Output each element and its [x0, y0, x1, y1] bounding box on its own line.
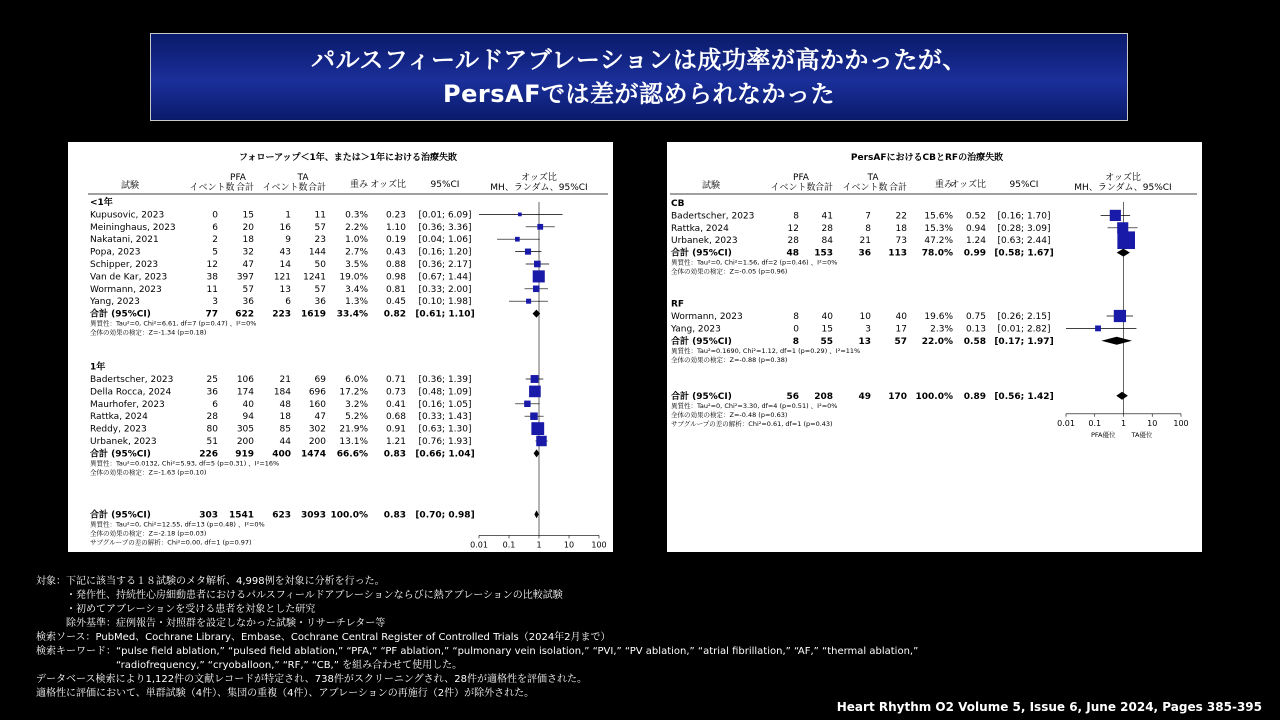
forest-plot-svg-2 — [667, 142, 1202, 552]
total-pfa: 94 — [242, 412, 254, 423]
pooled-diamond — [534, 449, 540, 457]
total-pfa: 106 — [236, 375, 254, 385]
study-or: 0.41 — [385, 399, 406, 410]
x-tick-label: 10 — [1147, 418, 1158, 428]
study-name: Badertscher, 2023 — [671, 211, 755, 222]
x-tick-label: 0.01 — [1057, 418, 1075, 428]
study-notes — [36, 575, 956, 701]
total-ta: 23 — [314, 235, 326, 246]
events-ta: 14 — [279, 260, 291, 270]
study-ci: [0.04; 1.06] — [418, 235, 472, 246]
study-marker — [533, 286, 540, 293]
header-ci: 95%CI — [1009, 180, 1039, 190]
total-ta: 160 — [308, 399, 326, 410]
total-pfa: 200 — [236, 437, 254, 447]
study-or: 0.13 — [965, 324, 986, 335]
overall-note: 異質性：Tau²=0, Chi²=12.55, df=13 (p=0.48) 、I²=0% — [90, 520, 265, 529]
forest-plot-persaf — [667, 142, 1202, 552]
study-name: Reddy, 2023 — [90, 424, 147, 435]
total-ta: 18 — [895, 223, 907, 234]
events-pfa: 38 — [206, 272, 218, 283]
events-ta: 9 — [285, 235, 291, 246]
total-ta: 144 — [308, 247, 326, 258]
study-marker — [524, 401, 530, 407]
total-pfa: 305 — [236, 424, 254, 435]
study-ci: [0.76; 1.93] — [418, 437, 472, 447]
header-plot-sub: MH、ランダム、95%CI — [1074, 183, 1172, 193]
subgroup-label: <1年 — [90, 198, 113, 208]
header-study: 試験 — [120, 181, 140, 191]
subgroup-events-ta: 223 — [272, 309, 291, 320]
overall-total-label: 合計 (95%CI) — [90, 510, 151, 521]
subgroup-note: 異質性：Tau²=0, Chi²=1.56, df=2 (p=0.46) 、I²=0% — [671, 258, 838, 267]
events-ta: 13 — [279, 284, 291, 295]
overall-weight: 100.0% — [330, 510, 368, 521]
subgroup-or: 0.58 — [963, 336, 986, 347]
note-line: 検索キーワード：“pulse field ablation,” “pulsed field ablation,” “PFA,” “PF ablation,” “pulmonary vein isolation,” “PVI,” “PV ablation,” “atrial fibrillation,” “AF,” “thermal ablation,” — [36, 646, 919, 657]
study-marker — [533, 270, 545, 282]
overall-weight: 100.0% — [915, 391, 953, 402]
study-name: Rattka, 2024 — [90, 412, 148, 423]
total-pfa: 28 — [821, 223, 833, 234]
study-marker — [537, 224, 543, 230]
subgroup-ci: [0.61; 1.10] — [415, 309, 475, 320]
study-marker — [536, 436, 546, 446]
study-or: 0.71 — [385, 375, 406, 385]
study-weight: 3.4% — [345, 284, 368, 295]
study-marker — [534, 261, 541, 268]
subgroup-label: CB — [671, 199, 685, 209]
events-pfa: 36 — [206, 387, 218, 398]
chart-title: フォローアップ＜1年、または＞1年における治療失敗 — [239, 153, 457, 163]
overall-ci: [0.56; 1.42] — [994, 391, 1054, 402]
study-weight: 0.3% — [345, 210, 368, 221]
events-ta: 7 — [865, 211, 871, 222]
subgroup-weight: 33.4% — [336, 309, 368, 320]
total-ta: 57 — [314, 222, 326, 233]
x-tick-label: 0.01 — [470, 540, 488, 550]
study-weight: 17.2% — [339, 387, 368, 398]
subgroup-total-label: 合計 (95%CI) — [90, 309, 151, 320]
events-pfa: 12 — [206, 260, 218, 270]
study-ci: [0.16; 1.70] — [997, 211, 1051, 222]
study-ci: [0.16; 1.05] — [418, 399, 472, 410]
study-ci: [0.33; 1.43] — [418, 412, 472, 423]
header-or: オッズ比 — [370, 180, 406, 190]
study-name: Wormann, 2023 — [671, 312, 743, 322]
subgroup-events-ta: 13 — [858, 336, 871, 347]
study-marker — [1117, 231, 1135, 249]
study-ci: [0.63; 2.44] — [997, 236, 1051, 247]
study-or: 0.45 — [385, 297, 406, 308]
subgroup-total-pfa: 919 — [235, 449, 254, 460]
header-group-pfa: PFA — [230, 173, 246, 183]
study-name: Rattka, 2024 — [671, 223, 729, 234]
study-ci: [0.28; 3.09] — [997, 223, 1051, 234]
events-pfa: 11 — [206, 284, 218, 295]
events-pfa: 5 — [212, 247, 218, 258]
total-ta: 17 — [895, 324, 907, 335]
note-line: 検索ソース：PubMed、Cochrane Library、Embase、Cochrane Central Register of Controlled Trials（2024年2月まで） — [36, 632, 611, 643]
study-weight: 6.0% — [345, 375, 368, 385]
events-pfa: 0 — [793, 324, 799, 335]
pooled-diamond — [1117, 249, 1130, 257]
study-or: 0.81 — [385, 284, 406, 295]
favors-left-label: PFA優位 — [1090, 430, 1116, 439]
study-marker — [1110, 210, 1121, 221]
events-ta: 1 — [285, 210, 291, 221]
header-events-1: イベント数 — [770, 183, 816, 193]
study-weight: 3.2% — [345, 399, 368, 410]
chart-title: PersAFにおけるCBとRFの治療失敗 — [850, 153, 1004, 163]
total-pfa: 47 — [242, 260, 254, 270]
header-plot: オッズ比 — [1105, 173, 1141, 183]
events-pfa: 6 — [212, 222, 218, 233]
overall-note: 異質性：Tau²=0, Chi²=3.30, df=4 (p=0.51) 、I²=0% — [671, 401, 838, 410]
events-pfa: 0 — [212, 210, 218, 221]
study-name: Della Rocca, 2024 — [90, 387, 172, 398]
events-pfa: 6 — [212, 399, 218, 410]
total-ta: 50 — [314, 260, 326, 270]
total-pfa: 174 — [236, 387, 254, 398]
subgroup-weight: 66.6% — [336, 449, 368, 460]
study-weight: 13.1% — [339, 437, 368, 447]
header-ci: 95%CI — [430, 180, 460, 190]
study-marker — [530, 412, 538, 420]
total-pfa: 84 — [821, 236, 833, 247]
overall-events-ta: 49 — [858, 391, 871, 402]
overall-total-label: 合計 (95%CI) — [671, 391, 732, 402]
study-marker — [515, 237, 520, 242]
total-pfa: 15 — [821, 324, 833, 335]
header-total-2: 合計 — [307, 183, 326, 193]
events-ta: 6 — [285, 297, 291, 308]
subgroup-note: 異質性：Tau²=0, Chi²=6.61, df=7 (p=0.47) 、I²=0% — [90, 319, 257, 328]
study-or: 0.91 — [385, 424, 406, 435]
subgroup-ci: [0.17; 1.97] — [994, 336, 1054, 347]
study-ci: [0.48; 1.09] — [418, 387, 472, 398]
overall-note: サブグループの差の解析：Chi²=0.00, df=1 (p=0.97) — [90, 538, 252, 547]
events-pfa: 25 — [206, 375, 218, 385]
pooled-diamond — [1116, 392, 1128, 400]
study-or: 1.24 — [965, 236, 986, 247]
study-ci: [0.26; 2.15] — [997, 312, 1051, 322]
note-line: “radiofrequency,” “cryoballoon,” “RF,” “CB,” を組み合わせて使用した。 — [36, 660, 463, 671]
study-or: 1.21 — [385, 437, 406, 447]
events-pfa: 8 — [793, 211, 799, 222]
study-weight: 19.6% — [924, 312, 953, 322]
study-weight: 2.7% — [345, 247, 368, 258]
subgroup-note: 全体の効果の検定：Z=-1.63 (p=0.10) — [90, 468, 207, 477]
forest-plot-followup — [68, 142, 613, 561]
subgroup-events-pfa: 8 — [792, 336, 799, 347]
subgroup-label: 1年 — [90, 362, 106, 373]
subgroup-ci: [0.58; 1.67] — [994, 248, 1054, 259]
total-pfa: 40 — [242, 399, 254, 410]
header-or: オッズ比 — [950, 180, 986, 190]
header-events-2: イベント数 — [262, 183, 308, 193]
title-banner — [150, 33, 1128, 121]
overall-total-ta: 3093 — [300, 510, 326, 521]
header-plot-sub: MH、ランダム、95%CI — [490, 183, 588, 193]
overall-total-pfa: 208 — [814, 391, 833, 402]
subgroup-ci: [0.66; 1.04] — [415, 449, 475, 460]
total-ta: 36 — [314, 297, 326, 308]
total-ta: 696 — [308, 387, 326, 398]
study-ci: [0.16; 1.20] — [418, 247, 472, 258]
total-ta: 73 — [895, 236, 907, 247]
study-name: Yang, 2023 — [671, 324, 721, 335]
total-ta: 22 — [895, 211, 907, 222]
events-ta: 184 — [273, 387, 291, 398]
subgroup-label: RF — [671, 299, 685, 310]
events-ta: 21 — [279, 375, 291, 385]
events-pfa: 3 — [212, 297, 218, 308]
x-tick-label: 100 — [591, 540, 607, 550]
total-ta: 40 — [895, 312, 907, 322]
subgroup-events-ta: 36 — [858, 248, 871, 259]
x-tick-label: 10 — [563, 540, 575, 550]
header-total-1: 合計 — [814, 183, 833, 193]
study-name: Van de Kar, 2023 — [90, 272, 168, 283]
total-pfa: 41 — [821, 211, 833, 222]
study-name: Schipper, 2023 — [90, 260, 159, 270]
total-ta: 69 — [314, 375, 326, 385]
overall-events-pfa: 303 — [199, 510, 218, 521]
header-events-2: イベント数 — [842, 183, 888, 193]
subgroup-total-pfa: 622 — [235, 309, 254, 320]
total-pfa: 36 — [242, 297, 254, 308]
note-line: ・初めてアブレーションを受ける患者を対象とした研究 — [36, 604, 316, 615]
study-name: Urbanek, 2023 — [671, 236, 738, 247]
total-ta: 1241 — [303, 272, 326, 283]
events-ta: 85 — [279, 424, 291, 435]
note-line: ・発作性、持続性心房細動患者におけるパルスフィールドアブレーションならびに熱アブレーションの比較試験 — [36, 590, 563, 601]
study-weight: 5.2% — [345, 412, 368, 423]
total-pfa: 18 — [242, 235, 254, 246]
subgroup-weight: 78.0% — [921, 248, 953, 259]
total-pfa: 40 — [821, 312, 833, 322]
study-name: Meininghaus, 2023 — [90, 222, 176, 233]
total-ta: 200 — [308, 437, 326, 447]
subgroup-total-ta: 1619 — [300, 309, 326, 320]
title-line-2: PersAFでは差が認められなかった — [443, 80, 835, 108]
subgroup-events-pfa: 226 — [199, 449, 218, 460]
events-ta: 16 — [279, 222, 291, 233]
events-ta: 48 — [279, 399, 291, 410]
study-or: 0.88 — [385, 260, 406, 270]
note-line: 適格性に評価において、単群試験（4件）、集団の重複（4件）、アブレーションの再施行（2件）が除外された。 — [36, 688, 535, 699]
x-tick-label: 0.1 — [1088, 418, 1102, 428]
subgroup-or: 0.99 — [963, 248, 986, 259]
pooled-diamond — [534, 510, 538, 518]
subgroup-note: 全体の効果の検定：Z=-0.05 (p=0.96) — [671, 267, 788, 276]
subgroup-or: 0.83 — [383, 449, 406, 460]
study-ci: [0.63; 1.30] — [418, 424, 472, 435]
note-line: データベース検索により1,122件の文献レコードが特定され、738件がスクリーニングされ、28件が適格性を評価された。 — [36, 674, 587, 685]
events-pfa: 28 — [787, 236, 799, 247]
overall-note: サブグループの差の解析：Chi²=0.61, df=1 (p=0.43) — [671, 419, 833, 428]
study-weight: 1.0% — [345, 235, 368, 246]
study-weight: 1.3% — [345, 297, 368, 308]
study-marker — [525, 249, 531, 255]
total-pfa: 57 — [242, 284, 254, 295]
overall-note: 全体の効果の検定：Z=-0.48 (p=0.63) — [671, 410, 788, 419]
subgroup-total-ta: 113 — [888, 248, 907, 259]
header-total-1: 合計 — [235, 183, 254, 193]
study-name: Urbanek, 2023 — [90, 437, 157, 447]
pooled-diamond — [1101, 337, 1132, 345]
header-weight: 重み — [349, 180, 368, 190]
study-marker — [529, 386, 541, 398]
forest-plot-svg-1 — [68, 142, 613, 561]
events-pfa: 8 — [793, 312, 799, 322]
study-ci: [0.01; 6.09] — [418, 210, 472, 221]
study-marker — [1114, 310, 1126, 322]
events-pfa: 12 — [787, 223, 799, 234]
events-pfa: 80 — [206, 424, 218, 435]
events-ta: 21 — [859, 236, 871, 247]
total-pfa: 20 — [242, 222, 254, 233]
overall-events-pfa: 56 — [786, 391, 799, 402]
study-name: Maurhofer, 2023 — [90, 399, 165, 410]
header-group-ta: TA — [297, 173, 309, 183]
overall-or: 0.89 — [963, 391, 986, 402]
subgroup-total-label: 合計 (95%CI) — [671, 336, 732, 347]
study-weight: 2.3% — [930, 324, 953, 335]
total-ta: 302 — [308, 424, 326, 435]
study-or: 1.10 — [385, 222, 406, 233]
study-or: 0.23 — [385, 210, 406, 221]
events-pfa: 2 — [212, 235, 218, 246]
header-group-ta: TA — [867, 173, 879, 183]
overall-total-pfa: 1541 — [228, 510, 254, 521]
header-weight: 重み — [934, 180, 953, 190]
x-tick-label: 0.1 — [502, 540, 516, 550]
overall-total-ta: 170 — [888, 391, 907, 402]
study-ci: [0.36; 3.36] — [418, 222, 472, 233]
study-marker — [531, 375, 539, 383]
study-weight: 15.3% — [924, 223, 953, 234]
study-name: Nakatani, 2021 — [90, 235, 159, 246]
study-or: 0.73 — [385, 387, 406, 398]
study-marker — [526, 299, 531, 304]
study-or: 0.98 — [385, 272, 406, 283]
study-ci: [0.33; 2.00] — [418, 284, 472, 295]
study-weight: 15.6% — [924, 211, 953, 222]
study-weight: 19.0% — [339, 272, 368, 283]
study-ci: [0.10; 1.98] — [418, 297, 472, 308]
events-ta: 8 — [865, 223, 871, 234]
total-pfa: 32 — [242, 247, 254, 258]
total-pfa: 397 — [236, 272, 254, 283]
study-or: 0.52 — [965, 211, 986, 222]
subgroup-total-pfa: 153 — [814, 248, 833, 259]
overall-or: 0.83 — [383, 510, 406, 521]
header-total-2: 合計 — [888, 183, 907, 193]
subgroup-events-pfa: 77 — [205, 309, 218, 320]
favors-right-label: TA優位 — [1131, 430, 1153, 439]
events-pfa: 28 — [206, 412, 218, 423]
study-or: 0.94 — [965, 223, 986, 234]
note-line: 除外基準：症例報告・対照群を設定しなかった試験・リサーチレター等 — [36, 618, 386, 629]
subgroup-total-ta: 57 — [894, 336, 907, 347]
events-ta: 43 — [279, 247, 291, 258]
events-ta: 44 — [279, 437, 291, 447]
overall-ci: [0.70; 0.98] — [415, 510, 475, 521]
subgroup-events-ta: 400 — [272, 449, 291, 460]
overall-note: 全体の効果の検定：Z=-2.18 (p=0.03) — [90, 529, 207, 538]
header-events-1: イベント数 — [189, 183, 235, 193]
total-ta: 11 — [314, 210, 326, 221]
events-ta: 121 — [273, 272, 291, 283]
events-ta: 10 — [859, 312, 871, 322]
subgroup-total-pfa: 55 — [820, 336, 833, 347]
events-ta: 18 — [279, 412, 291, 423]
subgroup-or: 0.82 — [383, 309, 406, 320]
study-weight: 21.9% — [339, 424, 368, 435]
study-or: 0.68 — [385, 412, 406, 423]
study-name: Wormann, 2023 — [90, 284, 162, 295]
study-marker — [1095, 325, 1101, 331]
study-marker — [531, 422, 544, 435]
study-name: Popa, 2023 — [90, 247, 141, 258]
total-ta: 57 — [314, 284, 326, 295]
subgroup-note: 全体の効果の検定：Z=-0.88 (p=0.38) — [671, 355, 788, 364]
subgroup-total-ta: 1474 — [300, 449, 326, 460]
study-name: Yang, 2023 — [90, 297, 140, 308]
study-name: Kupusovic, 2023 — [90, 210, 165, 221]
favors-left-label: PFA優位 — [506, 552, 531, 561]
note-line: 対象：下記に該当する１８試験のメタ解析、4,998例を対象に分析を行った。 — [36, 576, 385, 587]
subgroup-total-label: 合計 (95%CI) — [671, 248, 732, 259]
total-ta: 47 — [314, 412, 326, 423]
subgroup-total-label: 合計 (95%CI) — [90, 449, 151, 460]
subgroup-note: 全体の効果の検定：Z=-1.34 (p=0.18) — [90, 328, 207, 337]
total-pfa: 15 — [242, 210, 254, 221]
study-ci: [0.36; 2.17] — [418, 260, 472, 270]
x-tick-label: 1 — [1120, 418, 1127, 428]
study-or: 0.75 — [965, 312, 986, 322]
subgroup-events-pfa: 48 — [786, 248, 799, 259]
header-group-pfa: PFA — [793, 173, 809, 183]
events-ta: 3 — [865, 324, 871, 335]
title-line-1: パルスフィールドアブレーションは成功率が高かかったが、 — [311, 46, 967, 74]
study-weight: 2.2% — [345, 222, 368, 233]
study-marker — [518, 213, 522, 217]
header-study: 試験 — [701, 181, 721, 191]
favors-right-label: TA優位 — [547, 552, 568, 561]
study-or: 0.43 — [385, 247, 406, 258]
subgroup-note: 異質性：Tau²=0.1690, Chi²=1.12, df=1 (p=0.29) 、I²=11% — [671, 346, 861, 355]
events-pfa: 51 — [206, 437, 218, 447]
study-ci: [0.36; 1.39] — [418, 375, 472, 385]
study-ci: [0.67; 1.44] — [418, 272, 472, 283]
x-tick-label: 100 — [1173, 418, 1189, 428]
header-plot: オッズ比 — [521, 173, 557, 183]
subgroup-note: 異質性：Tau²=0.0132, Chi²=5.93, df=5 (p=0.31) 、I²=16% — [90, 459, 280, 468]
study-weight: 47.2% — [924, 236, 953, 247]
study-weight: 3.5% — [345, 260, 368, 270]
overall-events-ta: 623 — [272, 510, 291, 521]
study-or: 0.19 — [385, 235, 406, 246]
citation: Heart Rhythm O2 Volume 5, Issue 6, June 2024, Pages 385-395 — [836, 700, 1262, 714]
subgroup-weight: 22.0% — [921, 336, 953, 347]
study-ci: [0.01; 2.82] — [997, 324, 1051, 335]
x-tick-label: 1 — [536, 540, 542, 550]
study-name: Badertscher, 2023 — [90, 375, 174, 385]
